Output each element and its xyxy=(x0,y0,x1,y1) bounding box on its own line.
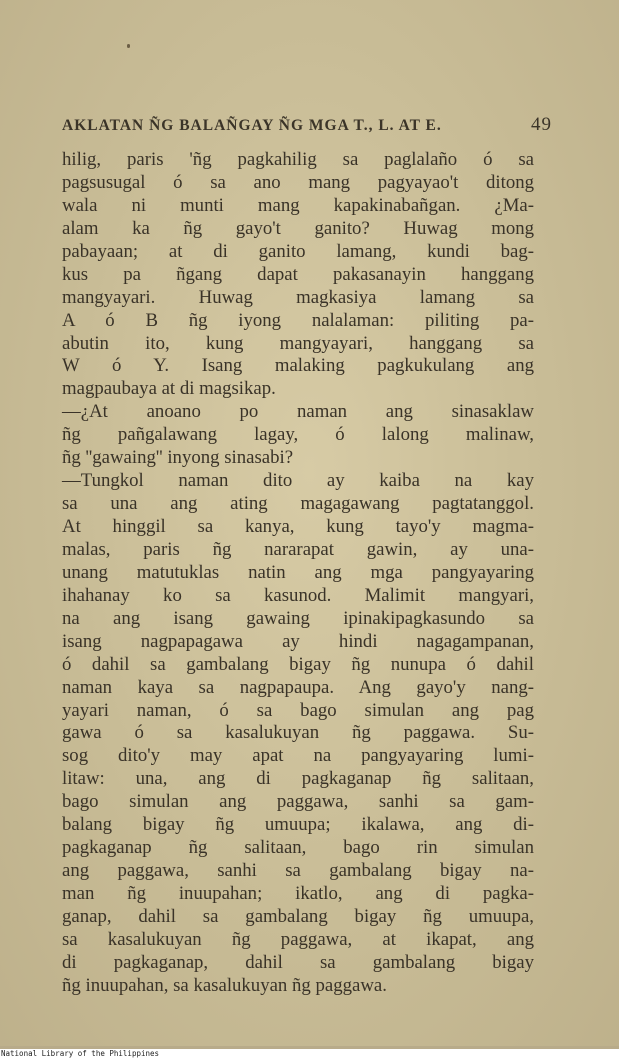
text-line: sa una ang ating magagawang pagtatanggol. xyxy=(62,493,534,515)
text-line: mangyayari. Huwag magkasiya lamang sa xyxy=(62,286,534,308)
text-line: yayari naman, ó sa bago simulan ang pag xyxy=(62,699,534,721)
text-line: abutin ito, kung mangyayari, hanggang sa xyxy=(62,332,534,354)
text-line: magpaubaya at di magsikap. xyxy=(62,378,276,400)
text-line: ang paggawa, sanhi sa gambalang bigay na- xyxy=(62,860,534,882)
running-title: AKLATAN ÑG BALAÑGAY ÑG MGA T., L. AT E. xyxy=(62,117,442,134)
text-line: gawa ó sa kasalukuyan ñg paggawa. Su- xyxy=(62,722,534,744)
text-line: ihahanay ko sa kasunod. Malimit mangyari, xyxy=(62,584,534,606)
text-line: litaw: una, ang di pagkaganap ñg salitaan, xyxy=(62,768,534,790)
running-header xyxy=(62,114,552,136)
text-line: ó dahil sa gambalang bigay ñg nunupa ó dahil xyxy=(62,653,534,675)
text-line: man ñg inuupahan; ikatlo, ang di pagka- xyxy=(62,883,534,904)
page-number: 49 xyxy=(531,114,552,135)
text-line: At hinggil sa kanya, kung tayo'y magma- xyxy=(62,516,534,537)
text-line: di pagkaganap, dahil sa gambalang bigay xyxy=(62,951,534,973)
text-line: ñg ''gawaing'' inyong sinasabi? xyxy=(62,447,294,469)
text-line: ñg inuupahan, sa kasalukuyan ñg paggawa. xyxy=(62,974,387,996)
text-line: balang bigay ñg umuupa; ikalawa, ang di- xyxy=(62,814,534,836)
text-line: sog dito'y may apat na pangyayaring lumi- xyxy=(62,745,534,767)
text-line: isang nagpapagawa ay hindi nagagampanan, xyxy=(62,630,534,652)
text-line: bago simulan ang paggawa, sanhi sa gam- xyxy=(62,791,534,813)
text-line: A ó B ñg iyong nalalaman: piliting pa- xyxy=(62,309,534,331)
text-line: wala ni munti mang kapakinabañgan. ¿Ma- xyxy=(62,194,534,216)
text-line: ñg pañgalawang lagay, ó lalong malinaw, xyxy=(62,424,534,446)
body-text xyxy=(62,149,534,998)
text-line: W ó Y. Isang malaking pagkukulang ang xyxy=(62,355,534,377)
text-line: alam ka ñg gayo't ganito? Huwag mong xyxy=(62,217,534,239)
text-line: naman kaya sa nagpapaupa. Ang gayo'y nang- xyxy=(62,676,534,698)
text-line: hilig, paris 'ñg pagkahilig sa paglalaño ó sa xyxy=(62,149,534,170)
footer-credit: National Library of the Philippines xyxy=(0,1049,619,1058)
text-line: pagsusugal ó sa ano mang pagyayao't ditong xyxy=(62,171,534,193)
text-line: malas, paris ñg nararapat gawin, ay una- xyxy=(62,538,534,560)
text-line: pagkaganap ñg salitaan, bago rin simulan xyxy=(62,837,534,859)
text-line: —¿At anoano po naman ang sinasaklaw xyxy=(62,401,534,423)
text-line: pabayaan; at di ganito lamang, kundi bag- xyxy=(62,240,534,262)
ink-speck xyxy=(127,44,130,48)
text-line: sa kasalukuyan ñg paggawa, at ikapat, ang xyxy=(62,928,534,950)
text-line: ganap, dahil sa gambalang bigay ñg umuupa, xyxy=(62,905,534,927)
text-line: na ang isang gawaing ipinakipagkasundo sa xyxy=(62,607,534,629)
text-line: kus pa ñgang dapat pakasanayin hanggang xyxy=(62,263,534,285)
text-line: unang matutuklas natin ang mga pangyayaring xyxy=(62,561,534,583)
text-line: —Tungkol naman dito ay kaiba na kay xyxy=(62,470,534,492)
